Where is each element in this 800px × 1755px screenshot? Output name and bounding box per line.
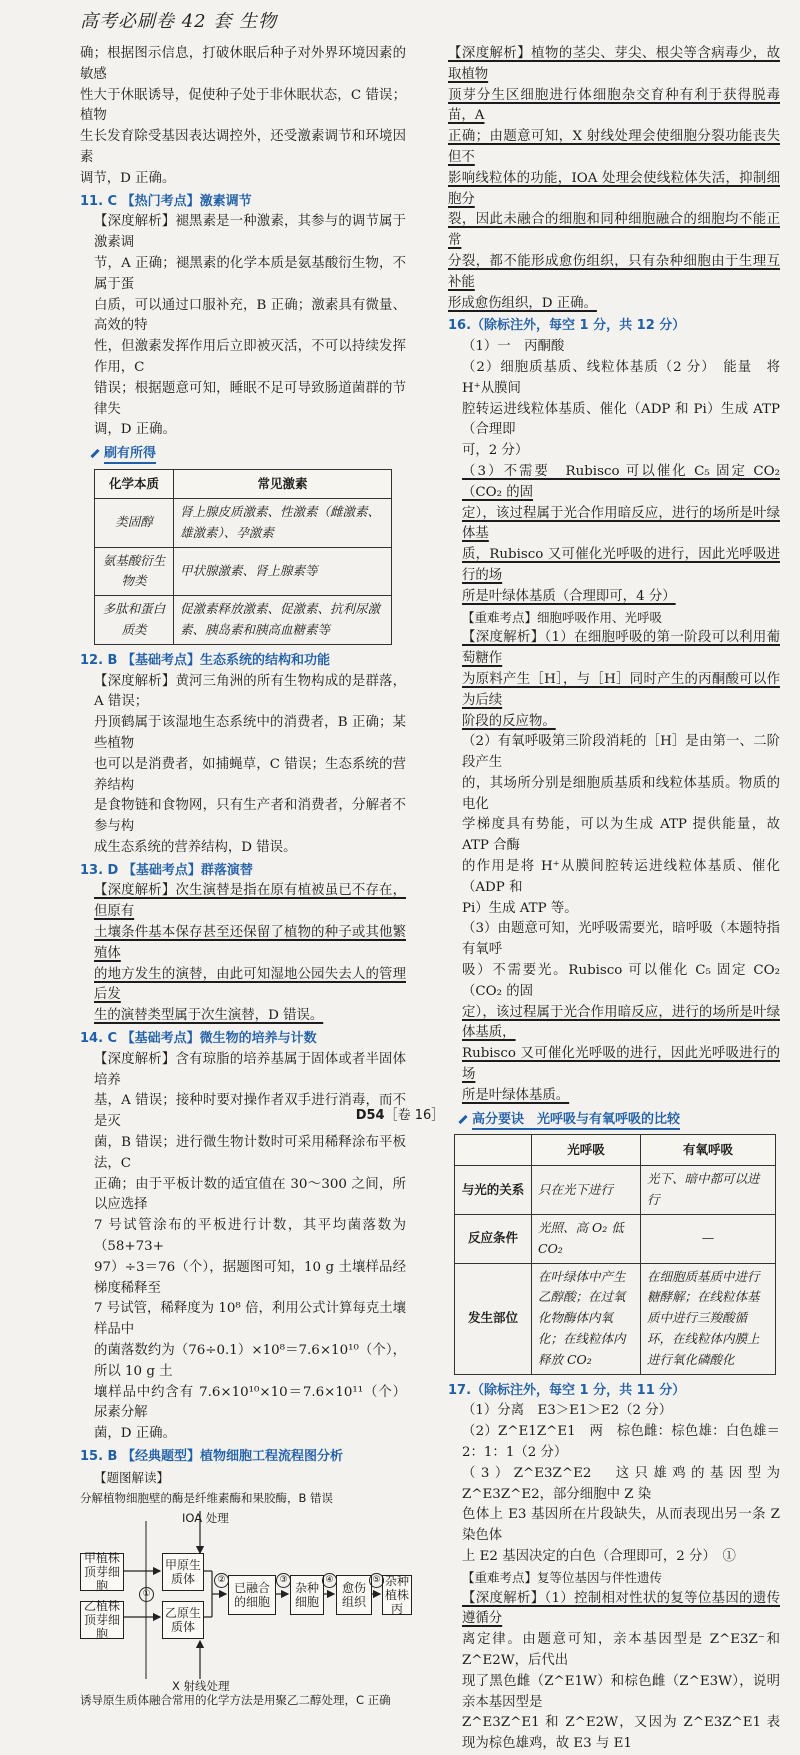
step-5-marker: ⑤ <box>369 1573 384 1588</box>
key-point-line: 【重难考点】细胞呼吸作用、光呼吸 <box>462 609 663 625</box>
explanation-line: （3）由题意可知，光呼吸需要光，暗呼吸（本题特指有氧呼 <box>462 921 780 958</box>
answer-text: 性大于休眠诱导，促使种子处于非休眠状态，C 错误；植物 <box>80 87 406 124</box>
answer-line: （1）分离 E3＞E1＞E2（2 分） <box>462 1403 673 1419</box>
hybrid-cell-box: 杂种细胞 <box>290 1575 324 1615</box>
question-11-heading: 11. C 【热门考点】激素调节 <box>80 193 252 209</box>
step-1-marker: ① <box>139 1587 154 1602</box>
question-17-heading: 17.（除标注外，每空 1 分，共 11 分） <box>448 1382 686 1398</box>
explanation-line: 形成愈伤组织，D 正确。 <box>448 295 597 311</box>
hormone-table <box>94 469 392 645</box>
top-note: 分解植物细胞壁的酶是纤维素酶和果胶酶，B 错误 <box>80 1490 334 1505</box>
table-header: 有氧呼吸 <box>641 1135 776 1166</box>
explanation-line: 吸）不需要光。Rubisco 可以催化 C₅ 固定 CO₂（CO₂ 的固 <box>462 963 780 999</box>
explanation-line: 顶芽分生区细胞进行体细胞杂交育种有利于获得脱毒苗，A <box>448 87 780 124</box>
explanation-line: 正确；由题意可知，X 射线处理会使细胞分裂功能丧失但不 <box>448 129 780 165</box>
answer-line: （3）Z^E3Z^E2 这只雄鸡的基因型为 Z^E3Z^E2，部分细胞中 Z 染 <box>462 1465 780 1502</box>
explanation-line: 裂，因此未融合的细胞和同种细胞融合的细胞均不能正常 <box>448 212 780 249</box>
explanation-line: 7 号试管涂布的平板进行计数，其平均菌落数为（58+73+ <box>94 1218 406 1255</box>
explanation-line: 白质，可以通过口服补充，B 正确；激素具有微量、高效的特 <box>94 297 406 334</box>
table-row: 氨基酸衍生物类 甲状腺激素、肾上腺素等 <box>95 547 392 596</box>
table-header <box>455 1135 532 1166</box>
step-4-marker: ④ <box>322 1573 337 1588</box>
diagram-reading-label: 【题图解读】 <box>94 1469 170 1485</box>
answer-text: 生长发育除受基因表达调控外，还受激素调节和环境因素 <box>80 129 406 165</box>
explanation-line: 的地方发生的演替，由此可知湿地公园失去人的管理后发 <box>94 966 406 1003</box>
explanation-line: 也可以是消费者，如捕蝇草，C 错误；生态系统的营养结构 <box>94 756 406 793</box>
explanation-line: 【深度解析】（1）在细胞呼吸的第一阶段可以利用葡萄糖作 <box>462 630 780 667</box>
question-12-heading: 12. B 【基础考点】生态系统的结构和功能 <box>80 652 330 668</box>
explanation-line: 土壤条件基本保存甚至还保留了植物的种子或其他繁殖体 <box>94 925 406 961</box>
explanation-line: 现了黑色雌（Z^E1W）和棕色雌（Z^E3W），说明亲本基因型是 <box>462 1673 780 1710</box>
hybrid-plant-box: 杂种植株丙 <box>382 1575 412 1615</box>
bottom-note: 诱导原生质体融合常用的化学方法是用聚乙二醇处理，C 正确 <box>80 1692 391 1707</box>
explanation-line: 【深度解析】黄河三角洲的所有生物构成的是群落，A 错误； <box>94 673 406 710</box>
explanation-line: 的，其场所分别是细胞质基质和线粒体基质。物质的电化 <box>462 775 780 812</box>
table-row: 与光的关系 只在光下进行 光下、暗中都可以进行 <box>455 1166 776 1215</box>
table-header: 化学本质 <box>95 469 174 498</box>
answer-line: 所是叶绿体基质（合理即可，4 分） <box>462 588 676 604</box>
explanation-line: 7 号试管，稀释度为 10⁸ 倍，利用公式计算每克土壤样品中 <box>94 1301 406 1338</box>
explanation-line: 性，但激素发挥作用后立即被灭活，不可以持续发挥作用，C <box>94 339 406 375</box>
table-header: 常见激素 <box>174 469 392 498</box>
answer-line: 定），该过程属于光合作用暗反应，进行的场所是叶绿体基 <box>462 505 780 542</box>
answer-line: 腔转运进线粒体基质、催化（ADP 和 Pi）生成 ATP（合理即 <box>462 401 780 438</box>
table-row: 发生部位 在叶绿体中产生乙醇酸；在过氧化物酶体内氧化；在线粒体内释放 CO₂ 在细胞质基质中进行糖酵解；在线粒体基质中进行三羧酸循环，在线粒体内膜上进行氧化磷酸化 <box>455 1263 776 1374</box>
yi-protoplast-box: 乙原生质体 <box>162 1601 204 1639</box>
explanation-line: Z^E3Z^E1 和 Z^E2W，又因为 Z^E3Z^E1 表现为棕色雄鸡，故 E3 与 E1 <box>462 1715 780 1752</box>
explanation-line: 阶段的反应物。 <box>462 713 556 729</box>
explanation-line: 为原料产生［H］，与［H］同时产生的丙酮酸可以作为后续 <box>462 671 780 708</box>
explanation-line: 影响线粒体的功能，IOA 处理会使线粒体失活，抑制细胞分 <box>448 170 780 207</box>
key-point-line: 【重难考点】复等位基因与伴性遗传 <box>462 1569 663 1585</box>
explanation-line: 的菌落数约为（76÷0.1）×10⁸＝7.6×10¹⁰（个），所以 10 g 土 <box>94 1343 406 1379</box>
explanation-line: 所是叶绿体基质。 <box>462 1087 570 1103</box>
left-column <box>80 44 409 1707</box>
explanation-line: 生的演替类型属于次生演替，D 错误。 <box>94 1008 324 1024</box>
explanation-line: 【深度解析】褪黑素是一种激素，其参与的调节属于激素调 <box>94 214 406 251</box>
xray-label: X 射线处理 <box>172 1678 230 1693</box>
answer-line: （3）不需要 Rubisco 可以催化 C₅ 固定 CO₂（CO₂ 的固 <box>462 463 780 500</box>
explanation-line: 菌，B 错误；进行微生物计数时可采用稀释涂布平板法，C <box>94 1135 406 1171</box>
memo-banner: 高分要诀 光呼吸与有氧呼吸的比较 <box>458 1110 780 1131</box>
explanation-line: （2）有氧呼吸第三阶段消耗的［H］是由第一、二阶段产生 <box>462 734 780 771</box>
step-2-marker: ② <box>214 1573 229 1588</box>
explanation-line: 成生态系统的营养结构，D 错误。 <box>94 839 297 855</box>
explanation-line: 97）÷3＝76（个），据题图可知，10 g 土壤样品经梯度稀释至 <box>94 1259 406 1296</box>
explanation-line: 【深度解析】次生演替是指在原有植被虽已不存在，但原有 <box>94 883 406 920</box>
right-column <box>448 44 780 1755</box>
paper-number: ［卷 16］ <box>384 1108 445 1123</box>
memo-banner: 刷有所得 <box>90 444 406 465</box>
callus-box: 愈伤组织 <box>336 1575 372 1615</box>
answer-line: 色体上 E3 基因所在片段缺失，从而表现出另一条 Z 染色体 <box>462 1507 780 1544</box>
running-header: 高考必刷卷 42 套 生物 <box>80 11 278 32</box>
respiration-comparison-table <box>454 1134 776 1374</box>
explanation-line: 定），该过程属于光合作用暗反应，进行的场所是叶绿体基质， <box>462 1004 780 1041</box>
answer-text: 确；根据图示信息，打破休眠后种子对外界环境因素的敏感 <box>80 46 406 82</box>
explanation-line: 壤样品中约含有 7.6×10¹⁰×10＝7.6×10¹¹（个）尿素分解 <box>94 1384 406 1421</box>
table-row: 类固醇 肾上腺皮质激素、性激素（雌激素、雄激素）、孕激素 <box>95 498 392 547</box>
answer-line: 质，Rubisco 又可催化光呼吸的进行，因此光呼吸进行的场 <box>462 547 780 583</box>
question-13-heading: 13. D 【基础考点】群落演替 <box>80 862 253 878</box>
table-row: 多肽和蛋白质类 促激素释放激素、促激素、抗利尿激素、胰岛素和胰高血糖素等 <box>95 596 392 645</box>
question-15-heading: 15. B 【经典题型】植物细胞工程流程图分析 <box>80 1449 343 1464</box>
explanation-line: 错误；根据题意可知，睡眠不足可导致肠道菌群的节律失 <box>94 380 406 417</box>
question-14-heading: 14. C 【基础考点】微生物的培养与计数 <box>80 1031 317 1047</box>
cell-fusion-flowchart <box>80 1491 410 1705</box>
answer-line: 上 E2 基因决定的白色（合理即可，2 分） ① <box>462 1548 736 1564</box>
explanation-line: 菌，D 正确。 <box>94 1426 176 1442</box>
table-header: 光呼吸 <box>532 1135 641 1166</box>
explanation-line: 【深度解析】含有琼脂的培养基属于固体或者半固体培养 <box>94 1051 406 1088</box>
explanation-line: 基，A 错误；接种时要对操作者双手进行消毒，而不是灭 <box>94 1093 406 1130</box>
explanation-line: 学梯度具有势能，可以为生成 ATP 提供能量，故 ATP 合酶 <box>462 817 780 854</box>
question-16-heading: 16.（除标注外，每空 1 分，共 12 分） <box>448 318 686 334</box>
explanation-line: 分裂，都不能形成愈伤组织，只有杂种细胞由于生理互补能 <box>448 253 780 290</box>
explanation-line: Pi）生成 ATP 等。 <box>462 900 578 916</box>
explanation-line: 【深度解析】植物的茎尖、芽尖、根尖等含病毒少，故取植物 <box>448 46 780 82</box>
page-number: D54 <box>355 1108 385 1123</box>
explanation-line: 离定律。由题意可知，亲本基因型是 Z^E3Z⁻和 Z^E2W，后代出 <box>462 1632 780 1668</box>
explanation-line: Rubisco 又可催化光呼吸的进行，因此光呼吸进行的场 <box>462 1046 780 1083</box>
table-row: 反应条件 光照、高 O₂ 低 CO₂ — <box>455 1215 776 1264</box>
ioa-label: IOA 处理 <box>182 1510 229 1525</box>
explanation-line: 【深度解析】（1）控制相对性状的复等位基因的遗传遵循分 <box>462 1590 780 1627</box>
answer-text: 调节，D 正确。 <box>80 170 176 186</box>
explanation-line: 丹顶鹤属于该湿地生态系统中的消费者，B 正确；某些植物 <box>94 715 406 751</box>
answer-line: （2）Z^E1Z^E1 两 棕色雌：棕色雄：白色雄＝2：1：1（2 分） <box>462 1424 780 1460</box>
step-3-marker: ③ <box>276 1573 291 1588</box>
explanation-line: 的作用是将 H⁺从膜间腔转运进线粒体基质、催化（ADP 和 <box>462 859 780 895</box>
explanation-line: 正确；由于平板计数的适宜值在 30～300 之间，所以应选择 <box>94 1176 406 1213</box>
pen-icon <box>90 449 99 458</box>
jia-cell-box: 甲植株顶芽细胞 <box>80 1553 124 1591</box>
yi-cell-box: 乙植株顶芽细胞 <box>80 1601 124 1639</box>
explanation-line: 节，A 正确；褪黑素的化学本质是氨基酸衍生物，不属于蛋 <box>94 255 406 292</box>
answer-line: （2）细胞质基质、线粒体基质（2 分） 能量 将 H⁺从膜间 <box>462 359 780 396</box>
explanation-line: 是食物链和食物网，只有生产者和消费者，分解者不参与构 <box>94 798 406 835</box>
fused-cell-box: 已融合的细胞 <box>228 1575 276 1615</box>
jia-protoplast-box: 甲原生质体 <box>162 1553 204 1591</box>
explanation-line: 调，D 正确。 <box>94 422 176 438</box>
answer-line: 可，2 分） <box>462 443 529 459</box>
page-footer <box>0 1106 800 1127</box>
answer-line: （1）一 丙酮酸 <box>462 339 565 355</box>
